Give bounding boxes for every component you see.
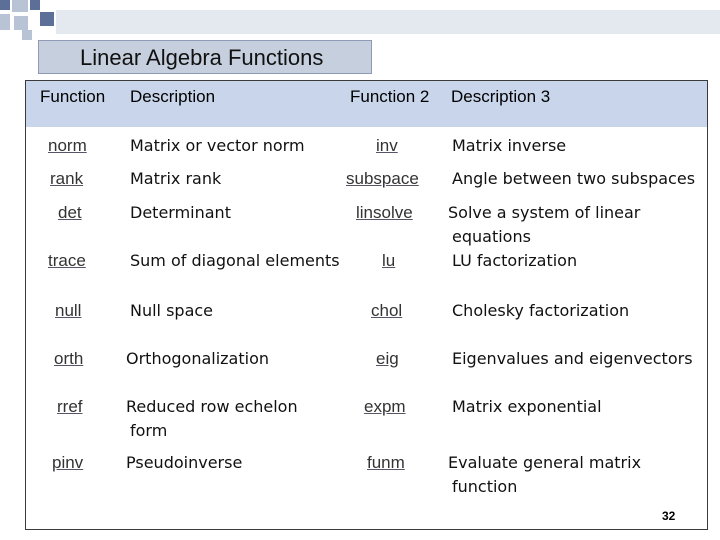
decorative-square — [30, 0, 40, 10]
description-cell: equations — [452, 227, 531, 246]
function-funm[interactable]: funm — [367, 453, 405, 472]
decorative-square — [0, 0, 10, 10]
function-rref[interactable]: rref — [57, 397, 83, 416]
description-cell: Solve a system of linear — [448, 203, 641, 222]
description-cell: Reduced row echelon — [126, 397, 298, 416]
header-function: Function — [40, 87, 106, 106]
header-description: Description — [130, 87, 216, 106]
function-chol[interactable]: chol — [371, 301, 403, 320]
description-cell: Determinant — [130, 203, 231, 222]
function-trace[interactable]: trace — [48, 251, 86, 270]
decorative-square — [14, 16, 28, 30]
description-cell: LU factorization — [452, 251, 578, 270]
description-cell: Matrix inverse — [452, 136, 567, 155]
function-inv[interactable]: inv — [376, 136, 398, 155]
description-cell: Sum of diagonal elements — [130, 251, 340, 270]
function-linsolve[interactable]: linsolve — [356, 203, 413, 222]
page-number: 32 — [662, 509, 676, 523]
header-function-2: Function 2 — [350, 87, 430, 106]
decorative-square — [0, 14, 10, 30]
decorative-square — [12, 0, 28, 12]
description-cell: Matrix or vector norm — [130, 136, 305, 155]
description-cell: Null space — [130, 301, 214, 320]
function-lu[interactable]: lu — [382, 251, 396, 270]
description-cell: Matrix rank — [130, 169, 222, 188]
description-cell: Angle between two subspaces — [452, 169, 696, 188]
header-description-3: Description 3 — [451, 87, 551, 106]
function-det[interactable]: det — [58, 203, 82, 222]
function-rank[interactable]: rank — [50, 169, 84, 188]
function-pinv[interactable]: pinv — [52, 453, 84, 472]
description-cell: Orthogonalization — [126, 349, 270, 368]
description-cell: Eigenvalues and eigenvectors — [452, 349, 693, 368]
description-cell: Pseudoinverse — [126, 453, 243, 472]
description-cell: Matrix exponential — [452, 397, 602, 416]
function-orth[interactable]: orth — [54, 349, 84, 368]
decorative-square — [22, 30, 32, 40]
description-cell: form — [130, 421, 168, 440]
description-cell: function — [452, 477, 518, 496]
slide-title: Linear Algebra Functions — [80, 45, 324, 70]
function-norm[interactable]: norm — [48, 136, 87, 155]
decorative-square — [40, 12, 54, 26]
function-eig[interactable]: eig — [376, 349, 399, 368]
function-subspace[interactable]: subspace — [346, 169, 419, 188]
function-null[interactable]: null — [55, 301, 82, 320]
top-band — [56, 10, 720, 34]
function-expm[interactable]: expm — [364, 397, 406, 416]
description-cell: Evaluate general matrix — [448, 453, 642, 472]
description-cell: Cholesky factorization — [452, 301, 630, 320]
